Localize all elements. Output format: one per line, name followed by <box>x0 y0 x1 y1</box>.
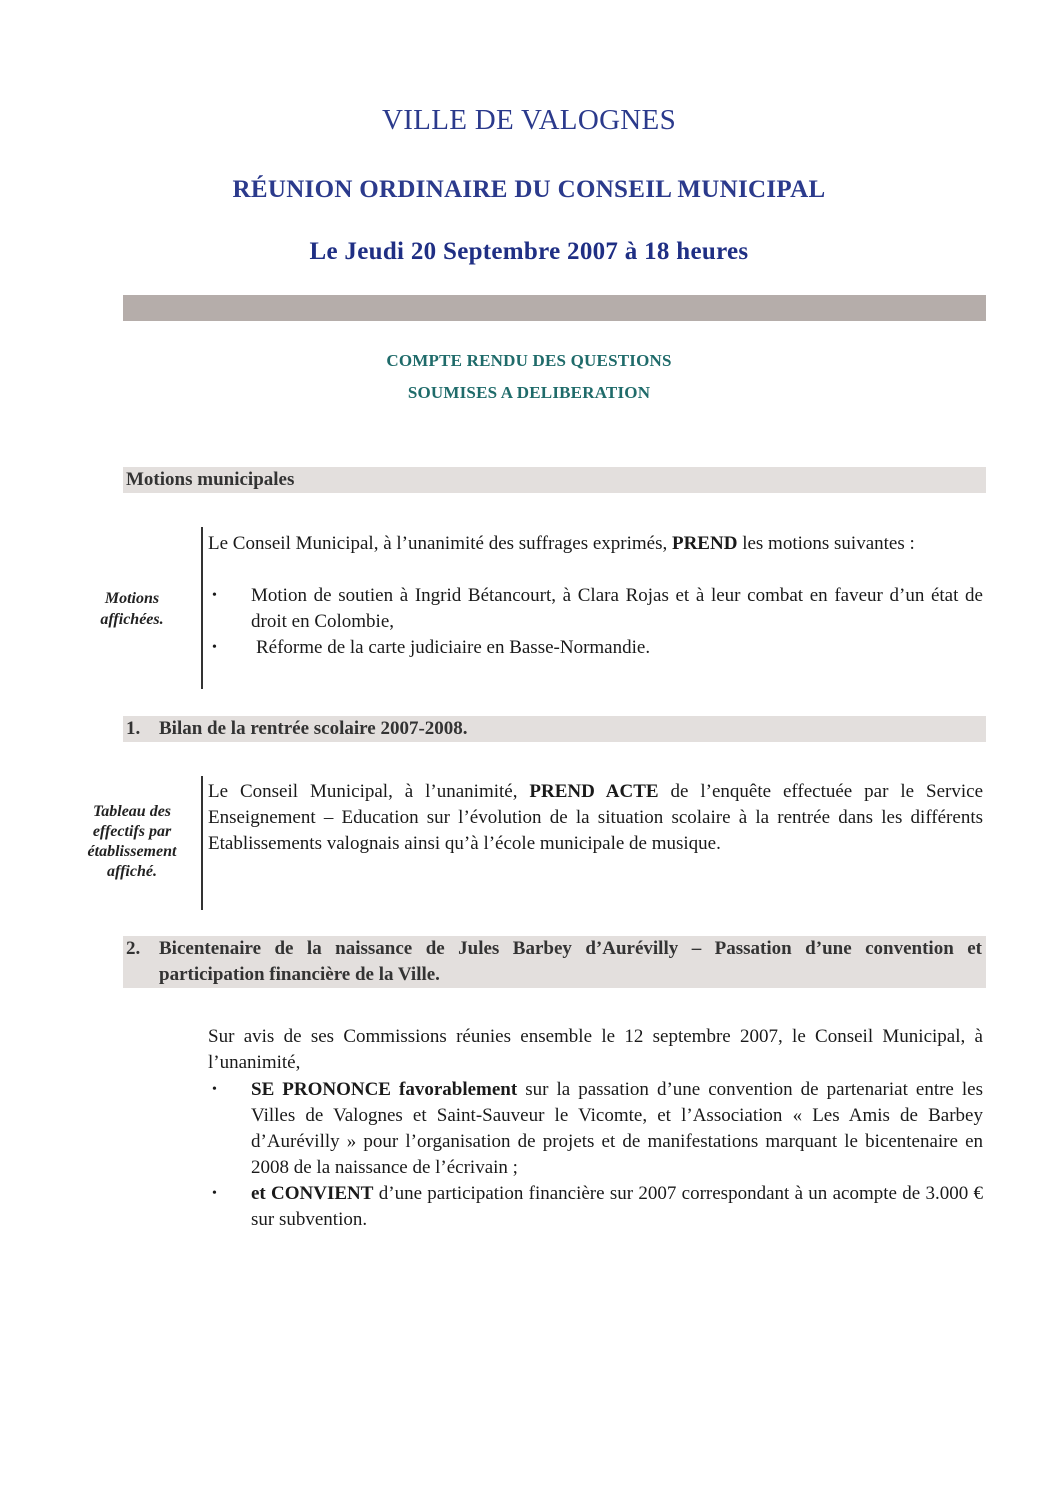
section-heading-text: Bicentenaire de la naissance de Jules Barbey d’Aurévilly – Passation d’une convention et participation financière de la Ville. <box>159 938 982 985</box>
intro-bold: PREND <box>671 533 738 554</box>
section-heading-2 <box>123 936 986 988</box>
bullet-icon: • <box>212 1082 217 1097</box>
body-text: Le Conseil Municipal, à l’unanimité, <box>208 781 530 802</box>
margin-note-motions: Motions affichées. <box>100 590 164 628</box>
body-text: de l’enquête effectuée par le Service Enseignement – Education sur l’évolution de la situation scolaire à la rentrée dans les différents Etablissements valognais ainsi qu’à l’école municipale de musique. <box>208 781 983 854</box>
bullet-icon: • <box>212 640 217 655</box>
motions-list <box>208 583 983 661</box>
list-item <box>208 1077 983 1181</box>
body-bold: PREND ACTE <box>529 781 659 802</box>
list-item <box>208 635 983 661</box>
section-1-text <box>208 779 983 857</box>
margin-note-effectifs: Tableau des effectifs par établissement affiché. <box>87 803 177 880</box>
section-heading-text: Bilan de la rentrée scolaire 2007-2008. <box>159 718 468 739</box>
subtitle-line-1: COMPTE RENDU DES QUESTIONS <box>386 351 672 370</box>
list-item <box>208 583 983 635</box>
intro-text: Le Conseil Municipal, à l’unanimité des suffrages exprimés, <box>208 533 672 554</box>
meeting-title: RÉUNION ORDINAIRE DU CONSEIL MUNICIPAL <box>232 176 826 203</box>
subtitle-line-2: SOUMISES A DELIBERATION <box>407 383 651 402</box>
list-item-text: d’une participation financière sur 2007 correspondant à un acompte de 3.000 € sur subvention. <box>251 1183 984 1230</box>
list-item-bold: SE PRONONCE favorablement <box>251 1079 518 1100</box>
section-heading-text: Motions municipales <box>126 469 295 490</box>
section-number: 1. <box>126 718 141 739</box>
list-item-bold: et CONVIENT <box>251 1183 374 1204</box>
section-heading-motions <box>123 467 986 493</box>
motions-intro <box>208 531 983 557</box>
city-title: VILLE DE VALOGNES <box>381 104 676 136</box>
list-item-text: Réforme de la carte judiciaire en Basse-Normandie. <box>256 637 651 658</box>
section-2-list <box>208 1077 983 1233</box>
meeting-date: Le Jeudi 20 Septembre 2007 à 18 heures <box>309 238 749 265</box>
header-band <box>123 295 986 321</box>
intro-text: les motions suivantes : <box>737 533 915 554</box>
section-number: 2. <box>126 938 141 959</box>
bullet-icon: • <box>212 1186 217 1201</box>
section-2-intro: Sur avis de ses Commissions réunies ensemble le 12 septembre 2007, le Conseil Municipal, à l’unanimité, <box>208 1026 983 1073</box>
list-item-text: sur la passation d’une convention de partenariat entre les Villes de Valognes et Saint-Sauveur le Vicomte, et l’Association « Les Amis de Barbey d’Aurévilly » pour l’organisation de projets et de manifestations marquant le bicentenaire en 2008 de la naissance de l’écrivain ; <box>251 1079 983 1178</box>
margin-rule <box>201 776 203 910</box>
list-item-text: Motion de soutien à Ingrid Bétancourt, à Clara Rojas et à leur combat en faveur d’un état de droit en Colombie, <box>251 585 983 632</box>
section-heading-1 <box>123 716 986 742</box>
margin-rule <box>201 527 203 689</box>
list-item <box>208 1181 983 1233</box>
bullet-icon: • <box>212 588 217 603</box>
